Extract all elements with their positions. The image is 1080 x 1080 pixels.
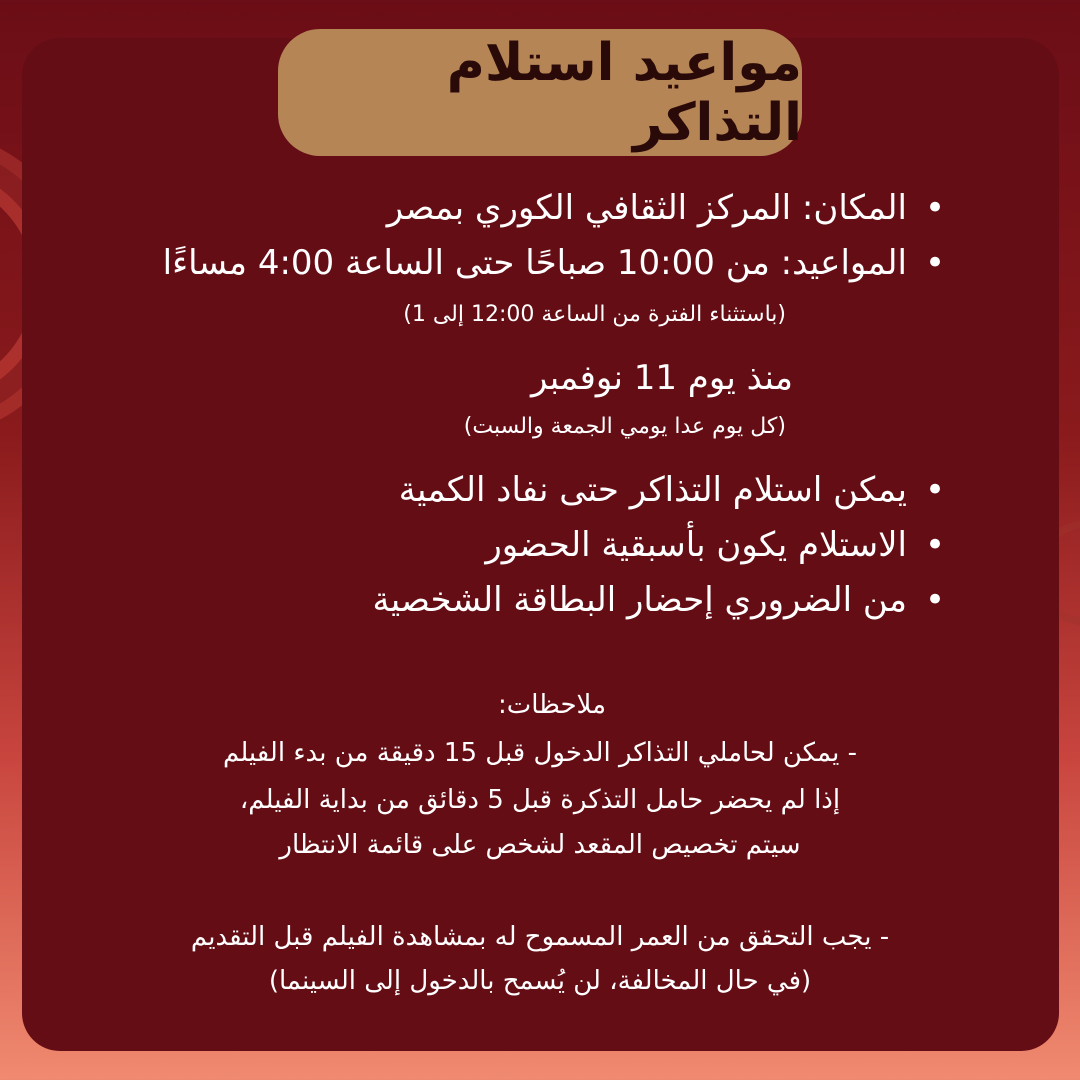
note-1-line-2: إذا لم يحضر حامل التذكرة قبل 5 دقائق من بداية الفيلم، [239, 785, 841, 815]
days-note: (كل يوم عدا يومي الجمعة والسبت) [463, 414, 786, 439]
exception-note: (باستثناء الفترة من الساعة 12:00 إلى 1) [403, 302, 786, 327]
bullet-location: • المكان: المركز الثقافي الكوري بمصر [387, 188, 945, 228]
note-2-line-2: (في حال المخالفة، لن يُسمح بالدخول إلى السينما) [268, 966, 812, 996]
notes-heading: ملاحظات: [498, 690, 606, 720]
page-title: مواعيد استلام التذاكر [446, 32, 802, 153]
note-1-line-1: - يمكن لحاملي التذاكر الدخول قبل 15 دقيقة من بدء الفيلم [223, 738, 857, 768]
bullet-id-card: • من الضروري إحضار البطاقة الشخصية [373, 580, 945, 620]
note-1-line-3: سيتم تخصيص المقعد لشخص على قائمة الانتظار [279, 830, 801, 860]
bullet-schedule: • المواعيد: من 10:00 صباحًا حتى الساعة 4:00 مساءًا [163, 243, 945, 283]
since-date: منذ يوم 11 نوفمبر [530, 358, 793, 398]
title-banner [278, 29, 802, 156]
bullet-first-come: • الاستلام يكون بأسبقية الحضور [485, 525, 945, 565]
bullet-quantity: • يمكن استلام التذاكر حتى نفاد الكمية [399, 470, 945, 510]
note-2-line-1: - يجب التحقق من العمر المسموح له بمشاهدة الفيلم قبل التقديم [190, 922, 890, 952]
